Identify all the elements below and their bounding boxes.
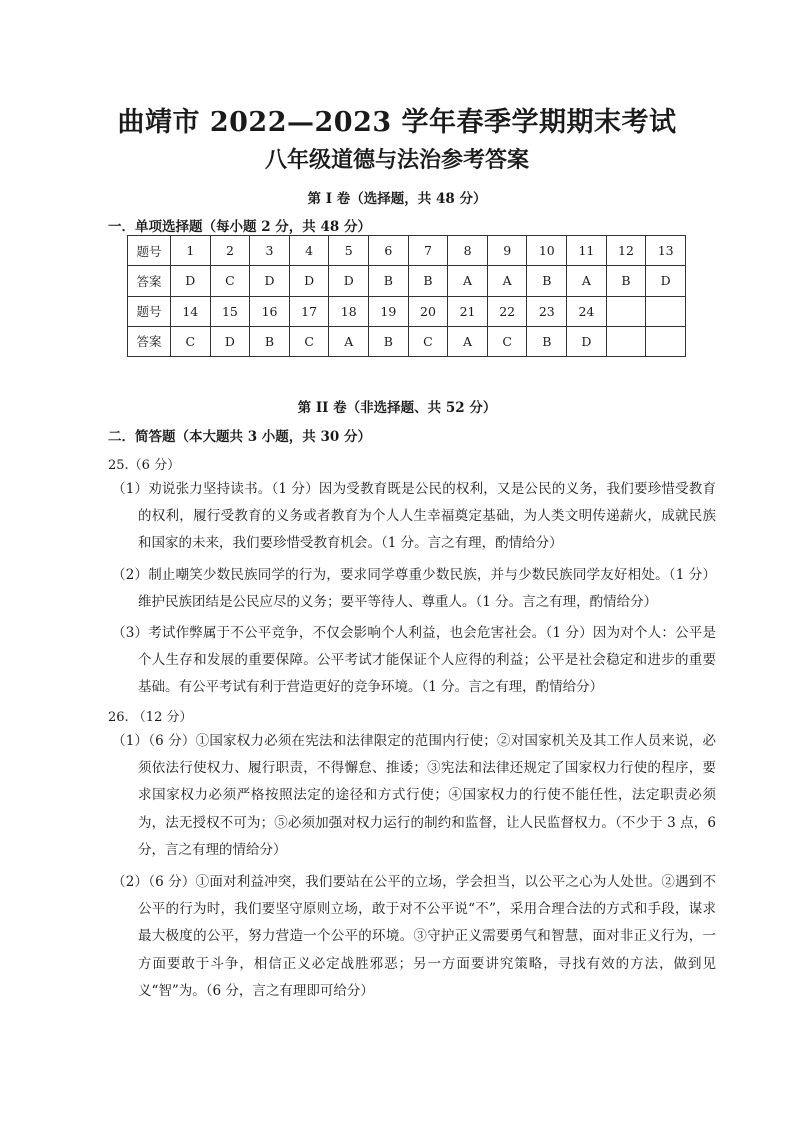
answer-letter-cell: B [369,266,409,296]
answer-letter-cell: B [369,326,409,356]
answer-letter-cell [646,326,686,356]
question-number-cell: 7 [408,236,448,266]
answer-letter-cell: C [289,326,329,356]
answer-letter-cell: B [408,266,448,296]
answer-letter-cell: D [250,266,290,296]
q25-answer-3: （3）考试作弊属于不公平竞争，不仅会影响个人利益，也会危害社会。（1 分）因为对个人：公平是个人生存和发展的重要保障。公平考试才能保证个人应得的利益；公平是社会稳定和进步的重要基础。有公平考试有利于营造更好的竞争环境。（1 分。言之有理，酌情给分） [112,625,716,696]
question-26-label: 26. （12 分） [108,710,193,725]
answer-letter-cell: A [487,266,527,296]
q26-answer-1: （1）（6 分）①国家权力必须在宪法和法律限定的范围内行使；②对国家机关及其工作人员来说，必须依法行使权力、履行职责，不得懈怠、推诿；③宪法和法律还规定了国家权力行使的程序，要求国家权力必须严格按照法定的途径和方式行使；④国家权力的行使不能任性，法定职责必须为，法无授权不可为；⑤必须加强对权力运行的制约和监督，让人民监督权力。（不少于 3 点，6 分，言之有理的情给分） [112,733,716,858]
question-number-cell: 24 [567,296,607,326]
question-number-cell: 22 [487,296,527,326]
answer-letter-cell: D [329,266,369,296]
answer-letter-cell: D [210,326,250,356]
answer-table-body [128,236,686,357]
section-1-heading: 第 I 卷（选择题，共 48 分） [307,191,487,207]
question-number-cell: 16 [250,296,290,326]
answer-letter-cell: C [210,266,250,296]
question-number-cell: 14 [171,296,211,326]
answer-row [128,326,686,356]
q26-answer-2: （2）（6 分）①面对利益冲突，我们要站在公平的立场，学会担当，以公平之心为人处世。②遇到不公平的行为时，我们要坚守原则立场，敢于对不公平说“不”，采用合理合法的方式和手段，谋求最大极度的公平，努力营造一个公平的环境。③守护正义需要勇气和智慧，面对非正义行为，一方面要敢于斗争，相信正义必定战胜邪恶；另一方面要讲究策略，寻找有效的方法，做到见义“智”为。（6 分，言之有理即可给分） [112,874,716,999]
answer-letter-cell: B [527,266,567,296]
answer-letter-cell: C [171,326,211,356]
question-number-cell: 8 [448,236,488,266]
exam-subtitle: 八年级道德与法治参考答案 [264,147,529,173]
question-number-cell: 21 [448,296,488,326]
answer-letter-cell: A [329,326,369,356]
answer-letter-cell: B [527,326,567,356]
question-number-cell: 1 [171,236,211,266]
answer-letter-cell: A [567,266,607,296]
row-label-question: 题号 [128,296,171,326]
question-number-cell: 11 [567,236,607,266]
answer-letter-cell: A [448,326,488,356]
row-label-question: 题号 [128,236,171,266]
row-label-answer: 答案 [128,266,171,296]
question-number-cell [646,296,686,326]
question-number-row [128,296,686,326]
answer-letter-cell: C [487,326,527,356]
question-number-cell: 5 [329,236,369,266]
answer-letter-cell: D [171,266,211,296]
question-number-cell: 15 [210,296,250,326]
answer-row [128,266,686,296]
row-label-answer: 答案 [128,326,171,356]
answer-letter-cell: D [289,266,329,296]
section-2-heading: 第 II 卷（非选择题、共 52 分） [297,400,497,416]
question-number-cell: 12 [606,236,646,266]
question-number-cell: 17 [289,296,329,326]
question-number-cell: 4 [289,236,329,266]
question-number-cell: 13 [646,236,686,266]
question-number-cell: 10 [527,236,567,266]
answer-letter-cell: D [567,326,607,356]
question-number-cell: 19 [369,296,409,326]
part-2-heading: 二．简答题（本大题共 3 小题，共 30 分） [108,429,371,445]
answer-letter-cell: D [646,266,686,296]
part-1-heading: 一．单项选择题（每小题 2 分，共 48 分） [108,219,371,235]
question-number-cell: 9 [487,236,527,266]
q25-answer-1: （1）劝说张力坚持读书。（1 分）因为受教育既是公民的权利，又是公民的义务，我们要珍惜受教育的权利，履行受教育的义务或者教育为个人人生幸福奠定基础，为人类文明传递薪火，成就民族和国家的未来，我们要珍惜受教育机会。（1 分。言之有理，酌情给分） [112,481,716,552]
question-number-row [128,236,686,266]
question-number-cell: 2 [210,236,250,266]
answer-letter-cell: A [448,266,488,296]
answer-table [127,235,686,357]
answer-letter-cell: B [606,266,646,296]
question-number-cell: 6 [369,236,409,266]
question-number-cell: 23 [527,296,567,326]
question-25-label: 25.（6 分） [108,458,181,473]
question-number-cell: 18 [329,296,369,326]
answer-letter-cell: B [250,326,290,356]
q25-answer-2: （2）制止嘲笑少数民族同学的行为，要求同学尊重少数民族，并与少数民族同学友好相处。（1 分）维护民族团结是公民应尽的义务；要平等待人、尊重人。（1 分。言之有理，酌情给分） [112,567,716,611]
question-number-cell [606,296,646,326]
exam-title: 曲靖市 2022—2023 学年春季学期期末考试 [117,107,677,138]
question-number-cell: 3 [250,236,290,266]
answer-letter-cell [606,326,646,356]
answer-letter-cell: C [408,326,448,356]
question-number-cell: 20 [408,296,448,326]
